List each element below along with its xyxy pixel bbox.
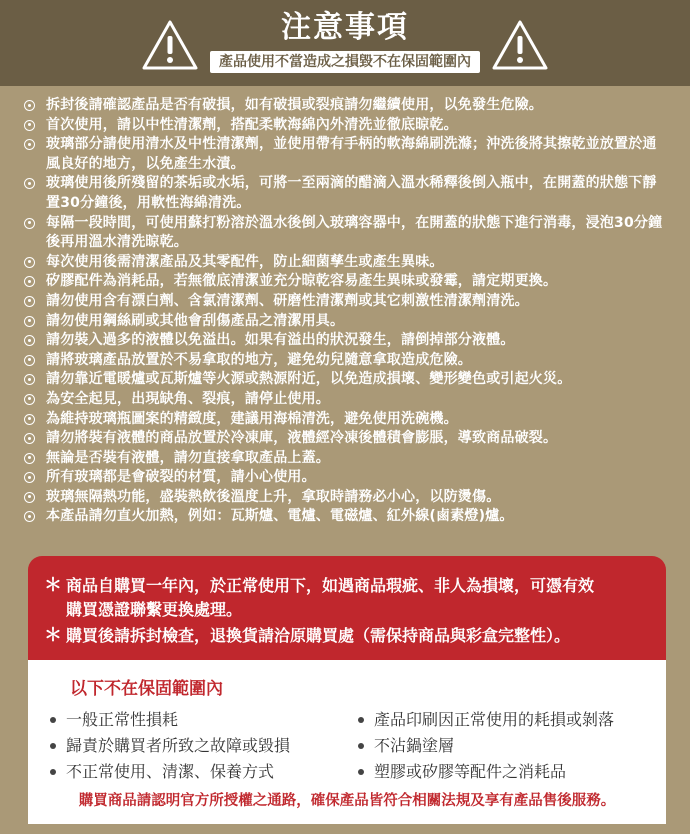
header	[0, 0, 690, 86]
circle-bullet-icon	[24, 100, 35, 111]
notice-item	[24, 312, 670, 332]
circle-bullet-icon	[24, 178, 35, 189]
exclusion-text: 一般正常性損耗	[66, 710, 179, 729]
exclusion-text: 產品印刷因正常使用的耗損或剝落	[374, 710, 615, 729]
exclusion-item	[354, 708, 614, 732]
exclusion-text: 歸責於購買者所致之故障或毀損	[66, 736, 291, 755]
circle-bullet-icon	[24, 492, 35, 503]
circle-bullet-icon	[24, 316, 35, 327]
warranty-item	[44, 574, 654, 622]
notice-item	[24, 272, 670, 292]
notice-text: 玻璃使用後所殘留的茶垢或水垢，可將一至兩滴的醋滴入溫水稀釋後倒入瓶中，在開蓋的狀態下靜置30分鐘後，用軟性海綿清洗。	[46, 175, 657, 211]
circle-bullet-icon	[24, 414, 35, 425]
circle-bullet-icon	[24, 276, 35, 287]
circle-bullet-icon	[24, 120, 35, 131]
exclusion-box	[28, 660, 666, 824]
warranty-box	[28, 556, 666, 660]
notice-item	[24, 116, 670, 136]
exclusion-item	[46, 760, 290, 784]
circle-bullet-icon	[24, 218, 35, 229]
notice-item	[24, 488, 670, 508]
notice-text: 玻璃部分請使用清水及中性清潔劑，並使用帶有手柄的軟海綿刷洗滌；沖洗後將其擦乾並放置於通風良好的地方，以免產生水漬。	[46, 136, 657, 172]
exclusion-title: 以下不在保固範圍內	[70, 679, 223, 699]
notice-text: 請勿靠近電暖爐或瓦斯爐等火源或熱源附近，以免造成損壞、變形變色或引起火災。	[46, 371, 572, 388]
circle-bullet-icon	[24, 335, 35, 346]
notice-text: 矽膠配件為消耗品，若無徹底清潔並充分晾乾容易產生異味或發霉，請定期更換。	[46, 273, 558, 290]
official-channel-note: 購買商品請認明官方所授權之通路，確保產品皆符合相關法規及享有產品售後服務。	[78, 793, 616, 809]
circle-bullet-icon	[24, 511, 35, 522]
circle-bullet-icon	[24, 472, 35, 483]
circle-bullet-icon	[24, 453, 35, 464]
warranty-text: 商品自購買一年內，於正常使用下，如遇商品瑕疵、非人為損壞，可憑有效	[66, 576, 595, 595]
notice-item	[24, 507, 670, 527]
notice-text: 首次使用，請以中性清潔劑，搭配柔軟海綿內外清洗並徹底晾乾。	[46, 116, 458, 133]
asterisk-icon: ＊	[44, 625, 62, 646]
warranty-text-continued: 購買憑證聯繫更換處理。	[66, 600, 243, 619]
notice-text: 拆封後請確認產品是否有破損，如有破損或裂痕請勿繼續使用，以免發生危險。	[46, 97, 543, 113]
exclusion-list-left	[46, 708, 290, 786]
notice-item	[24, 390, 670, 410]
notice-text: 玻璃無隔熱功能，盛裝熱飲後溫度上升，拿取時請務必小心，以防燙傷。	[46, 488, 501, 505]
warranty-item	[44, 624, 654, 648]
circle-bullet-icon	[24, 257, 35, 268]
notice-text: 每次使用後需清潔產品及其零配件，防止細菌孳生或產生異味。	[46, 253, 444, 270]
notice-item	[24, 214, 670, 253]
asterisk-icon: ＊	[44, 575, 62, 596]
circle-bullet-icon	[24, 139, 35, 150]
notice-text: 請勿使用鋼絲刷或其他會刮傷產品之清潔用具。	[46, 312, 345, 329]
notice-text: 所有玻璃都是會破裂的材質，請小心使用。	[46, 469, 316, 486]
page-subtitle: 產品使用不當造成之損毀不在保固範圍內	[210, 51, 480, 73]
exclusion-item	[46, 734, 290, 758]
notice-text: 請勿使用含有漂白劑、含氯清潔劑、研磨性清潔劑或其它刺激性清潔劑清洗。	[46, 292, 529, 309]
circle-bullet-icon	[24, 296, 35, 307]
exclusion-item	[354, 760, 614, 784]
exclusion-text: 不沾鍋塗層	[374, 736, 455, 755]
notice-text: 請勿將裝有液體的商品放置於冷凍庫，液體經冷凍後體積會膨脹，導致商品破裂。	[46, 430, 558, 447]
notice-item	[24, 135, 670, 174]
circle-bullet-icon	[24, 394, 35, 405]
exclusion-item	[354, 734, 614, 758]
notice-text: 為維持玻璃瓶圖案的精緻度，建議用海棉清洗，避免使用洗碗機。	[46, 410, 458, 427]
notice-item	[24, 370, 670, 390]
circle-bullet-icon	[24, 355, 35, 366]
notice-item	[24, 351, 670, 371]
exclusion-item	[46, 708, 290, 732]
warranty-text: 購買後請拆封檢查，退換貨請洽原購買處（需保持商品與彩盒完整性）。	[66, 626, 571, 645]
exclusion-text: 塑膠或矽膠等配件之消耗品	[374, 762, 567, 781]
exclusion-list-right	[354, 708, 614, 786]
dot-bullet-icon	[50, 717, 56, 723]
notice-item	[24, 174, 670, 213]
notice-item	[24, 253, 670, 273]
exclusion-text: 不正常使用、清潔、保養方式	[66, 762, 275, 781]
notice-text: 請勿裝入過多的液體以免溢出。如果有溢出的狀況發生，請倒掉部分液體。	[46, 332, 515, 349]
circle-bullet-icon	[24, 374, 35, 385]
notice-text: 無論是否裝有液體，請勿直接拿取產品上蓋。	[46, 449, 330, 466]
notice-text: 每隔一段時間，可使用蘇打粉溶於溫水後倒入玻璃容器中，在開蓋的狀態下進行消毒，浸泡30分鐘後再用溫水清洗晾乾。	[46, 214, 663, 251]
notice-list	[24, 96, 670, 527]
dot-bullet-icon	[358, 769, 364, 775]
notice-item	[24, 410, 670, 430]
notice-text: 請將玻璃產品放置於不易拿取的地方，避免幼兒隨意拿取造成危險。	[46, 351, 472, 368]
notice-item	[24, 292, 670, 312]
notice-text: 為安全起見，出現缺角、裂痕，請停止使用。	[46, 390, 330, 407]
dot-bullet-icon	[358, 743, 364, 749]
notice-item	[24, 429, 670, 449]
notice-text: 本產品請勿直火加熱，例如：瓦斯爐、電爐、電磁爐、紅外線(鹵素燈)爐。	[46, 508, 514, 525]
warning-triangle-icon	[490, 18, 550, 72]
notice-item	[24, 449, 670, 469]
notice-item	[24, 468, 670, 488]
notice-item	[24, 96, 670, 116]
dot-bullet-icon	[358, 717, 364, 723]
circle-bullet-icon	[24, 433, 35, 444]
dot-bullet-icon	[50, 743, 56, 749]
page-title: 注意事項	[281, 10, 409, 45]
notice-item	[24, 331, 670, 351]
dot-bullet-icon	[50, 769, 56, 775]
